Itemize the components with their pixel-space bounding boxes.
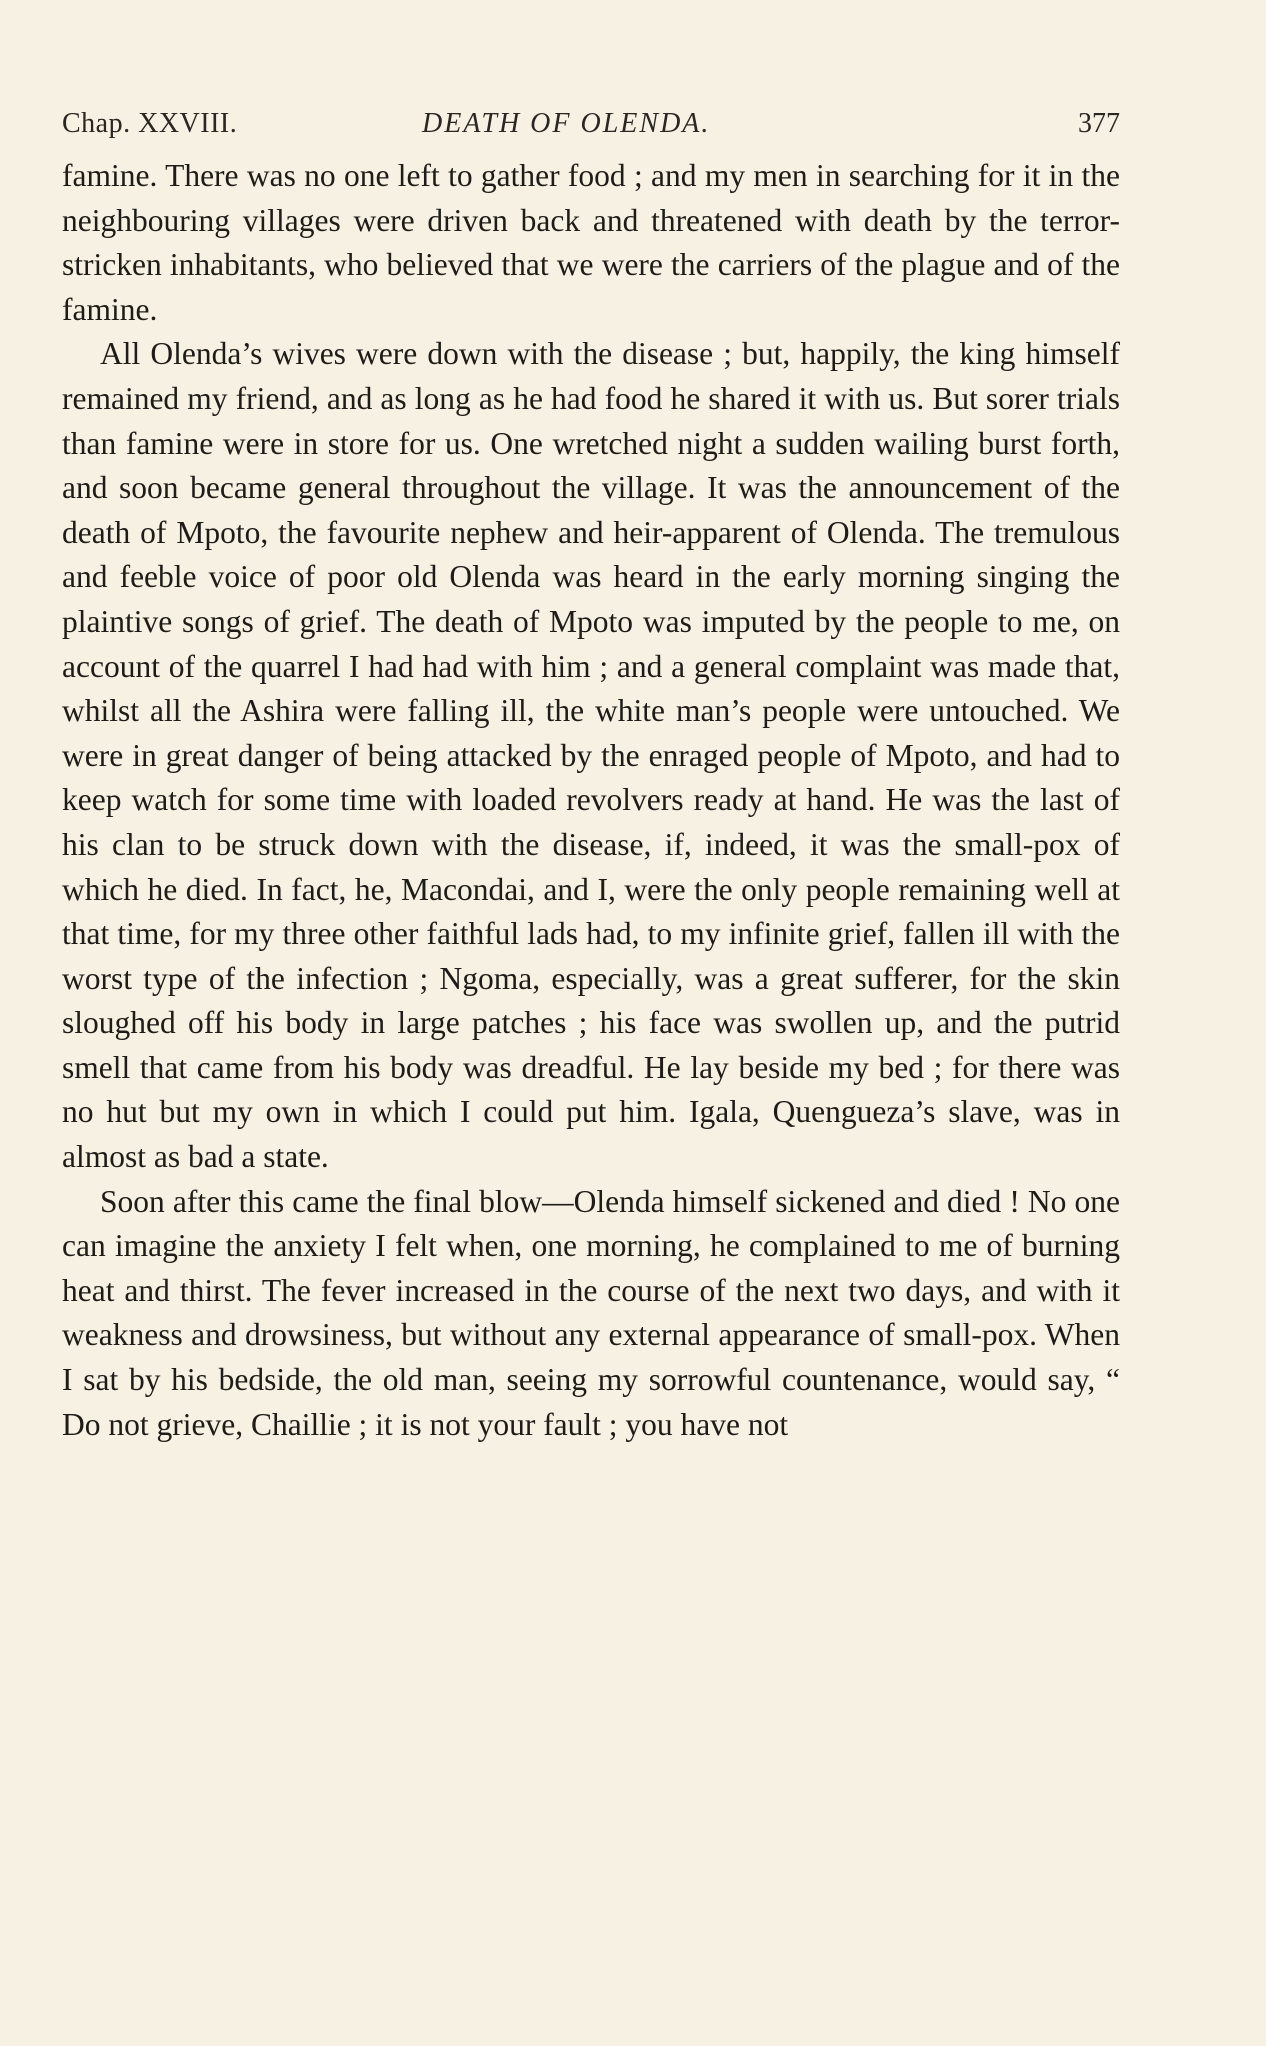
page-title: DEATH OF OLENDA. [422, 108, 711, 139]
paragraph-olenda-wives: All Olenda’s wives were down with the disease ; but, happily, the king himself remained my friend, and as long as he had food he shared it with us. But sorer trials than famine were in store for us. One wretched night a sudden wailing burst forth, and soon became general throughout the village. It was the announcement of the death of Mpoto, the favourite nephew and heir-apparent of Olenda. The tremulous and feeble voice of poor old Olenda was heard in the early morning singing the plaintive songs of grief. The death of Mpoto was imputed by the people to me, on account of the quarrel I had had with him ; and a general complaint was made that, whilst all the Ashira were falling ill, the white man’s people were untouched. We were in great danger of being attacked by the enraged people of Mpoto, and had to keep watch for some time with loaded revolvers ready at hand. He was the last of his clan to be struck down with the disease, if, indeed, it was the small-pox of which he died. In fact, he, Macondai, and I, were the only people remaining well at that time, for my three other faithful lads had, to my infinite grief, fallen ill with the worst type of the infection ; Ngoma, especially, was a great sufferer, for the skin sloughed off his body in large patches ; his face was swollen up, and the putrid smell that came from his body was dreadful. He lay beside my bed ; for there was no hut but my own in which I could put him. Igala, Quengueza’s slave, was in almost as bad a state. [62, 336, 1120, 1175]
running-head [62, 108, 1120, 152]
page-number: 377 [1078, 108, 1120, 139]
paragraph-final-blow: Soon after this came the final blow—Olenda himself sickened and died ! No one can imagine the anxiety I felt when, one morning, he complained to me of burning heat and thirst. The fever increased in the course of the next two days, and with it weakness and drowsiness, but without any external appearance of small-pox. When I sat by his bedside, the old man, seeing my sorrowful countenance, would say, “ Do not grieve, Chaillie ; it is not your fault ; you have not [62, 1183, 1120, 1442]
book-page [62, 108, 1120, 1447]
chapter-label: Chap. XXVIII. [62, 108, 238, 139]
paragraph-continuation: famine. There was no one left to gather food ; and my men in searching for it in the neighbouring villages were driven back and threatened with death by the terror-stricken inhabitants, who believed that we were the carriers of the plague and of the famine. [62, 158, 1120, 327]
body-text [62, 154, 1120, 1447]
